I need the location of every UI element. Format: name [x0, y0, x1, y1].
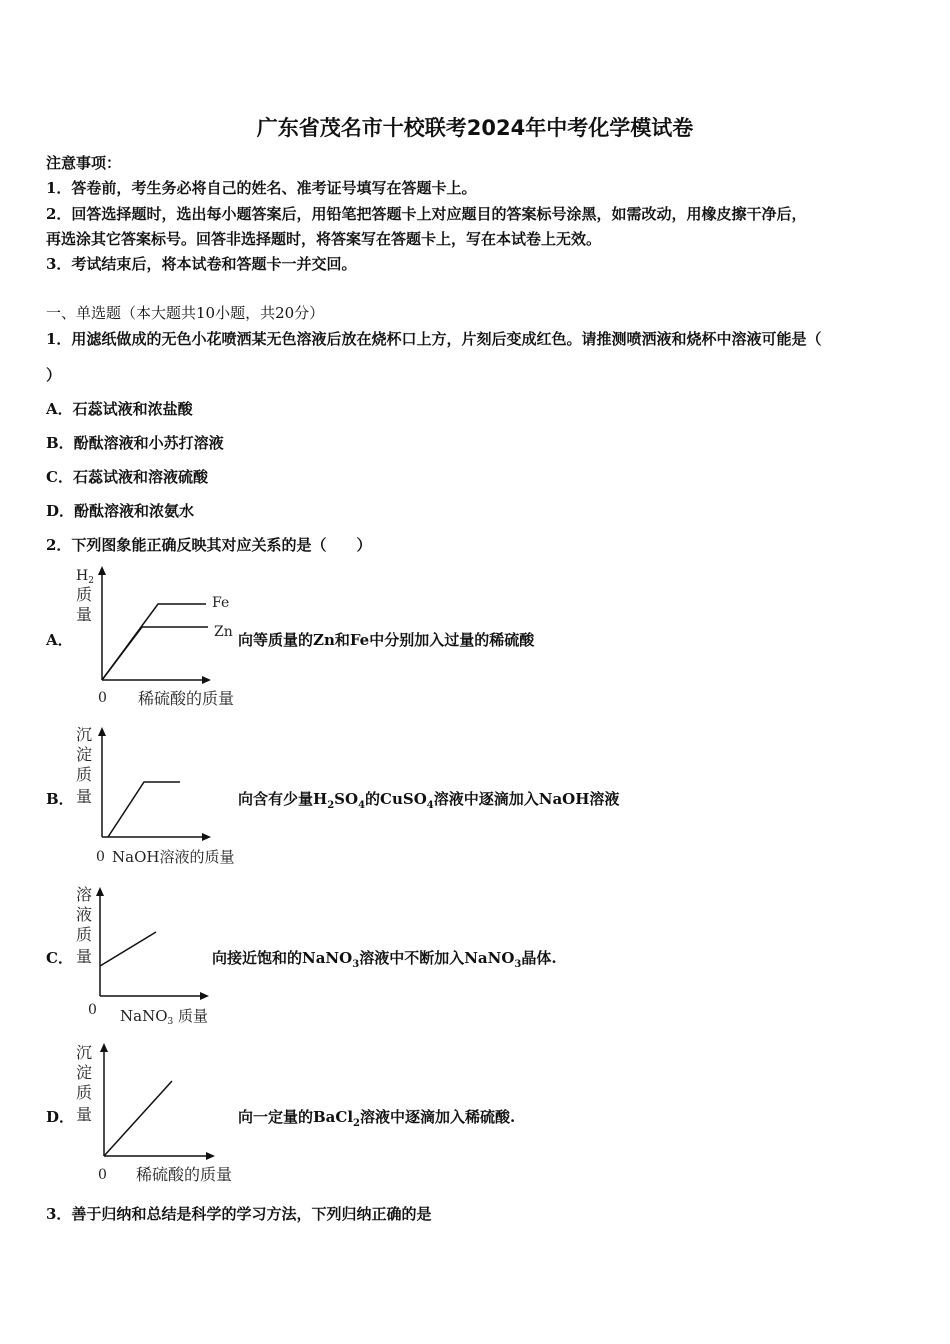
graph-a-x-arrow: [202, 676, 211, 684]
question-3-stem: 3．善于归纳和总结是科学的学习方法，下列归纳正确的是: [46, 1205, 432, 1223]
graph-d-x-label: 稀硫酸的质量: [136, 1165, 233, 1184]
graph-a-y-label-2: 量: [76, 605, 93, 624]
question-2-option-d-label: D．: [46, 1108, 75, 1126]
notice-item-1: 1．答卷前，考生务必将自己的姓名、准考证号填写在答题卡上。: [46, 179, 477, 197]
graph-a-series-fe: Fe: [212, 595, 230, 611]
question-2-option-c-label: C．: [46, 949, 73, 967]
question-1-option-c: C．石蕊试液和溶液硫酸: [46, 468, 208, 486]
graph-a-y-label-1: 质: [76, 585, 93, 604]
notice-item-3: 3．考试结束后，将本试卷和答题卡一并交回。: [46, 255, 357, 273]
graph-b-y-label-1: 沉: [76, 725, 93, 744]
graph-c-y-label-1: 溶: [76, 885, 93, 904]
notice-heading: 注意事项：: [46, 154, 122, 172]
graph-b: [68, 720, 258, 870]
question-2-option-b-desc: 向含有少量$H_2SO_4$的CuSO$_4$溶液中逐滴加入NaOH溶液: [238, 790, 620, 811]
question-2-option-a-label: A．: [46, 631, 73, 649]
graph-d-y-arrow: [100, 1043, 108, 1052]
graph-c-origin: 0: [88, 1002, 97, 1018]
graph-c-x-label: NaNO$_3$ 质量: [120, 1007, 209, 1027]
graph-b-y-label-4: 量: [76, 787, 93, 806]
graph-d-y-label-2: 淀: [76, 1063, 93, 1082]
question-1-option-b: B．酚酞溶液和小苏打溶液: [46, 434, 224, 452]
graph-b-y-label-3: 质: [76, 765, 93, 784]
graph-a-line-zn: [102, 627, 208, 680]
graph-d-y-label-1: 沉: [76, 1043, 93, 1062]
graph-d-y-label-4: 量: [76, 1105, 93, 1124]
question-2-option-c-desc: 向接近饱和的NaNO$_3$溶液中不断加入NaNO$_3$晶体.: [212, 949, 557, 970]
graph-b-x-arrow: [202, 833, 211, 841]
graph-d-line: [104, 1081, 172, 1156]
graph-c-y-label-3: 质: [76, 925, 93, 944]
graph-a-x-label: 稀硫酸的质量: [138, 689, 235, 708]
graph-c-y-label-4: 量: [76, 947, 93, 966]
page-title: 广东省茂名市十校联考2024年中考化学模试卷: [256, 116, 694, 140]
question-1-option-d: D．酚酞溶液和浓氨水: [46, 502, 195, 520]
graph-a-origin: 0: [98, 690, 107, 706]
question-2-option-d-desc: 向一定量的BaCl$_2$溶液中逐滴加入稀硫酸.: [238, 1108, 516, 1129]
graph-d-x-arrow: [206, 1152, 215, 1160]
question-2-option-a-desc: 向等质量的Zn和Fe中分别加入过量的稀硫酸: [238, 631, 535, 649]
graph-a: [68, 562, 258, 712]
graph-c-x-arrow: [200, 992, 209, 1000]
graph-a-line-fe: [102, 604, 206, 680]
section-heading: 一、单选题（本大题共10小题，共20分）: [46, 304, 325, 322]
graph-c-line: [100, 932, 156, 966]
question-1-option-a: A．石蕊试液和浓盐酸: [46, 400, 193, 418]
graph-a-series-zn: Zn: [214, 624, 233, 640]
graph-d-y-label-3: 质: [76, 1083, 93, 1102]
graph-b-origin: 0: [96, 849, 105, 865]
graph-a-y-arrow: [98, 566, 106, 575]
question-2-option-b-label: B．: [46, 790, 74, 808]
question-1-stem-end: ）: [46, 366, 62, 384]
graph-b-x-label: NaOH溶液的质量: [112, 848, 235, 866]
question-2-stem: 2．下列图象能正确反映其对应关系的是（ ）: [46, 536, 372, 554]
notice-item-2-cont: 再选涂其它答案标号。回答非选择题时，将答案写在答题卡上，写在本试卷上无效。: [46, 230, 602, 248]
graph-a-y-label-h: $H_2$: [76, 568, 94, 586]
question-1-stem: 1．用滤纸做成的无色小花喷洒某无色溶液后放在烧杯口上方，片刻后变成红色。请推测喷洒液和烧杯中溶液可能是（: [46, 330, 822, 348]
notice-item-2: 2．回答选择题时，选出每小题答案后，用铅笔把答题卡上对应题目的答案标号涂黑，如需改动，用橡皮擦干净后，: [46, 205, 807, 223]
graph-b-line: [108, 782, 180, 837]
graph-d: [68, 1038, 258, 1188]
graph-b-y-label-2: 淀: [76, 745, 93, 764]
graph-c-y-arrow: [96, 887, 104, 896]
graph-c-y-label-2: 液: [76, 905, 93, 924]
graph-b-y-arrow: [98, 727, 106, 736]
graph-d-origin: 0: [98, 1167, 107, 1183]
